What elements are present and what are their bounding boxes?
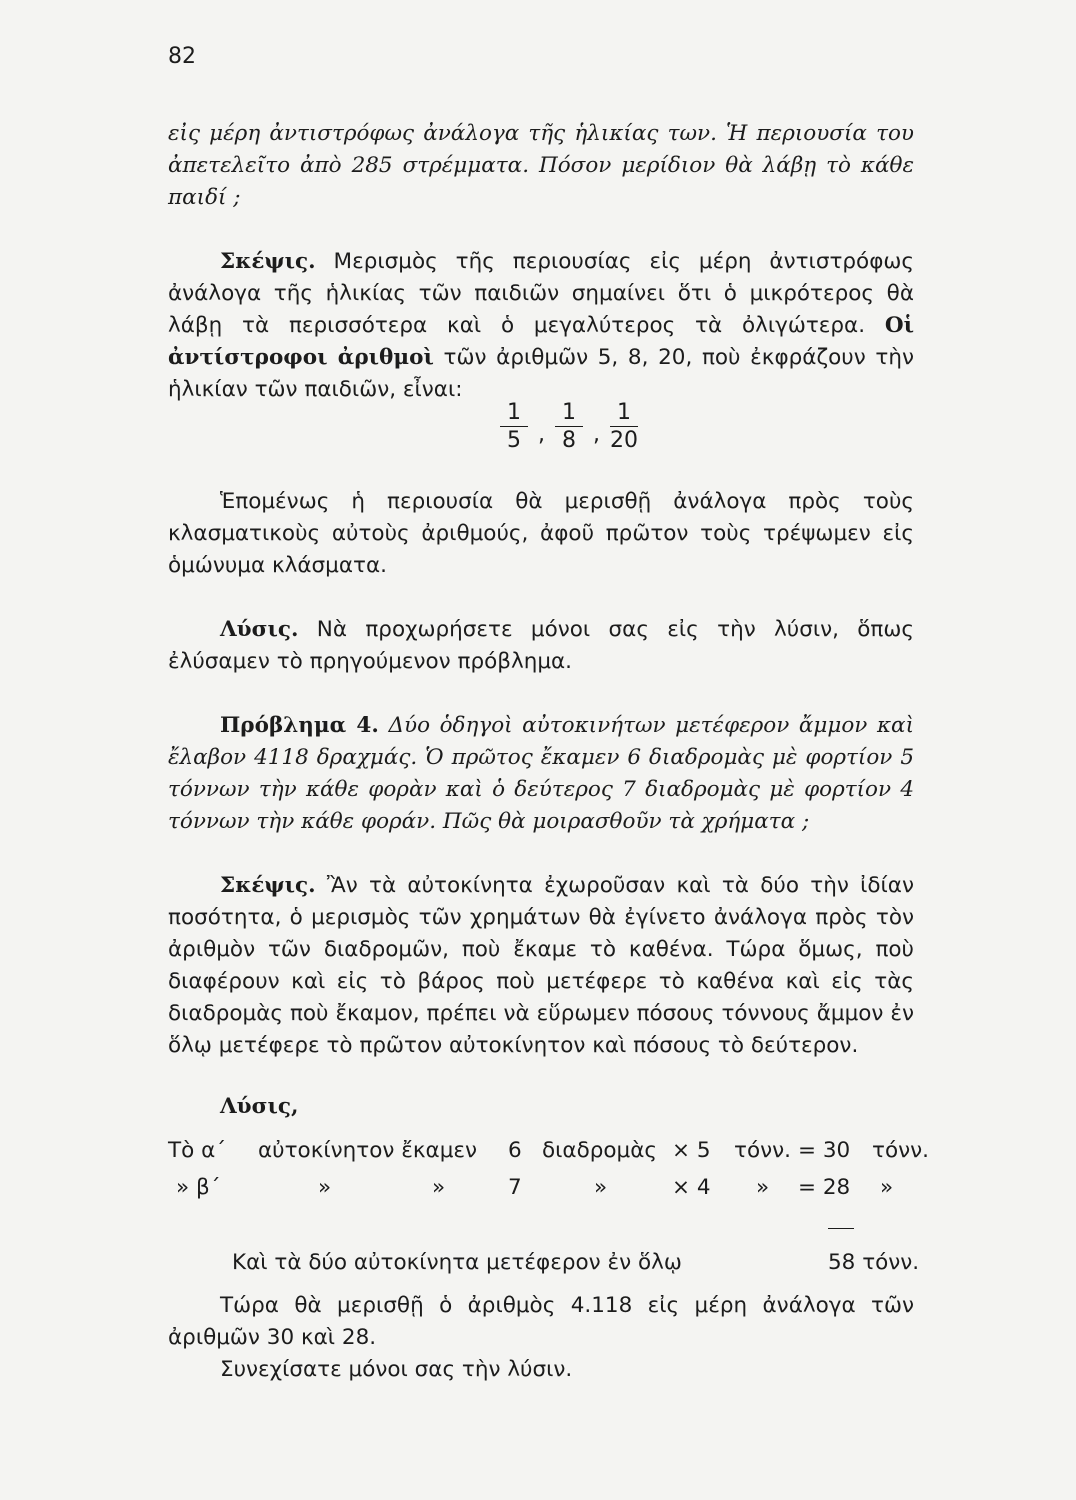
row1-unit: διαδρομὰς	[542, 1138, 658, 1163]
row2-unit-ditto: »	[594, 1175, 608, 1200]
row1-result-unit: τόνν.	[872, 1138, 929, 1163]
row2-eq: = 28	[798, 1175, 851, 1200]
sum-rule	[828, 1228, 854, 1229]
separator: ,	[593, 422, 600, 447]
problem-4	[168, 710, 914, 838]
thought-section-1	[168, 246, 914, 406]
continue-paragraph	[168, 1354, 914, 1386]
denominator: 8	[562, 428, 576, 453]
total-text: Καὶ τὰ δύο αὐτοκίνητα μετέφερον ἐν ὅλῳ	[232, 1250, 682, 1275]
denominator: 20	[610, 428, 638, 453]
row1-mult: × 5	[672, 1138, 711, 1163]
row1-lead: Τὸ α΄	[168, 1138, 227, 1163]
division-paragraph	[168, 1290, 914, 1354]
total-value: 58 τόνν.	[828, 1250, 920, 1275]
thought-text-b: τῶν ἀριθμῶν 5, 8, 20, ποὺ ἐκφράζουν τὴν ἡλικίαν τῶν παιδιῶν, εἶναι:	[168, 345, 914, 402]
separator: ,	[538, 422, 545, 447]
row1-trips: 6	[508, 1138, 522, 1163]
thought-label: Σκέψις.	[220, 249, 316, 274]
numerator: 1	[562, 400, 576, 425]
problem-continuation	[168, 118, 914, 214]
row1-tons: τόνν.	[734, 1138, 791, 1163]
row2-item: »	[318, 1175, 332, 1200]
row2-trips-ditto: »	[432, 1175, 446, 1200]
problem-text: εἰς μέρη ἀντιστρόφως ἀνάλογα τῆς ἡλικίας των. Ἡ περιουσία του ἀπετελεῖτο ἀπὸ 285 στρέμματα. Πόσον μερίδιον θὰ λάβῃ τὸ κάθε παιδί ;	[168, 121, 914, 210]
thought-text: Ἂν τὰ αὐτοκίνητα ἐχωροῦσαν καὶ τὰ δύο τὴν ἰδίαν ποσότητα, ὁ μερισμὸς τῶν χρημάτων θὰ ἐγίνετο ἀνάλογα πρὸς τὸν ἀριθμὸν τῶν διαδρομῶν, ποὺ ἔκαμε τὸ καθένα. Τώρα ὅμως, ποὺ διαφέρουν καὶ εἰς τὸ βάρος ποὺ μετέφερε τὸ καθένα καὶ εἰς τὰς διαδρομὰς ποὺ ἔκαμον, πρέπει νὰ εὕρωμεν πόσους τόννους ἄμμον ἐν ὅλῳ μετέφερε τὸ πρῶτον αὐτοκίνητον καὶ πόσους τὸ δεύτερον.	[168, 873, 914, 1058]
fraction-one-twentieth	[610, 400, 638, 455]
row2-result-ditto: »	[880, 1175, 894, 1200]
thought-text-a: Μερισμὸς τῆς περιουσίας εἰς μέρη ἀντιστρόφως ἀνάλογα τῆς ἡλικίας τῶν παιδιῶν σημαίνει ὅτι ὁ μικρότερος θὰ λάβῃ τὰ περισσότερα καὶ ὁ μεγαλύτερος τὰ ὀλιγώτερα.	[168, 249, 914, 338]
solution-section-1	[168, 614, 914, 678]
problem-4-paragraph	[168, 710, 914, 838]
row2-tons-ditto: »	[756, 1175, 770, 1200]
division-text: Τώρα θὰ μερισθῇ ὁ ἀριθμὸς 4.118 εἰς μέρη ἀνάλογα τῶν ἀριθμῶν 30 καὶ 28.	[168, 1293, 914, 1350]
solution-paragraph-1	[168, 614, 914, 678]
row2-trips: 7	[508, 1175, 522, 1200]
thought-section-2	[168, 870, 914, 1062]
row2-lead: » β΄	[176, 1175, 221, 1200]
problem-4-text: Δύο ὁδηγοὶ αὐτοκινήτων μετέφερον ἄμμον καὶ ἔλαβον 4118 δραχμάς. Ὁ πρῶτος ἔκαμεν 6 διαδρομὰς μὲ φορτίον 5 τόννων τὴν κάθε φορὰν καὶ ὁ δεύτερος 7 διαδρομὰς μὲ φορτίον 4 τόννων τὴν κάθε φοράν. Πῶς θὰ μοιρασθοῦν τὰ χρήματα ;	[168, 713, 915, 834]
numerator: 1	[617, 400, 631, 425]
row2-mult: × 4	[672, 1175, 711, 1200]
denominator: 5	[507, 428, 521, 453]
consequence-paragraph	[168, 486, 914, 582]
solution-label: Λύσις.	[220, 617, 299, 642]
solution-text: Νὰ προχωρήσετε μόνοι σας εἰς τὴν λύσιν, ὅπως ἐλύσαμεν τὸ πρηγούμενον πρόβλημα.	[168, 617, 914, 674]
numerator: 1	[507, 400, 521, 425]
fraction-one-eighth	[555, 400, 583, 455]
reciprocal-fractions	[500, 400, 638, 455]
continue-text: Συνεχίσατε μόνοι σας τὴν λύσιν.	[220, 1357, 573, 1382]
page-number: 82	[168, 44, 196, 69]
thought-label: Σκέψις.	[220, 873, 316, 898]
thought-bold-phrase: Οἱ ἀντίστροφοι ἀριθμοὶ	[168, 313, 914, 370]
thought-paragraph-1	[168, 246, 914, 406]
row1-eq: = 30	[798, 1138, 851, 1163]
solution-label-2: Λύσις,	[220, 1094, 299, 1119]
problem-4-label: Πρόβλημα 4.	[220, 713, 379, 738]
row1-item: αὐτοκίνητον ἔκαμεν	[258, 1138, 478, 1163]
fraction-one-fifth	[500, 400, 528, 455]
consequence-text: Ἑπομένως ἡ περιουσία θὰ μερισθῇ ἀνάλογα πρὸς τοὺς κλασματικοὺς αὐτοὺς ἀριθμούς, ἀφοῦ πρῶτον τοὺς τρέψωμεν εἰς ὁμώνυμα κλάσματα.	[168, 489, 914, 578]
thought-paragraph-2	[168, 870, 914, 1062]
